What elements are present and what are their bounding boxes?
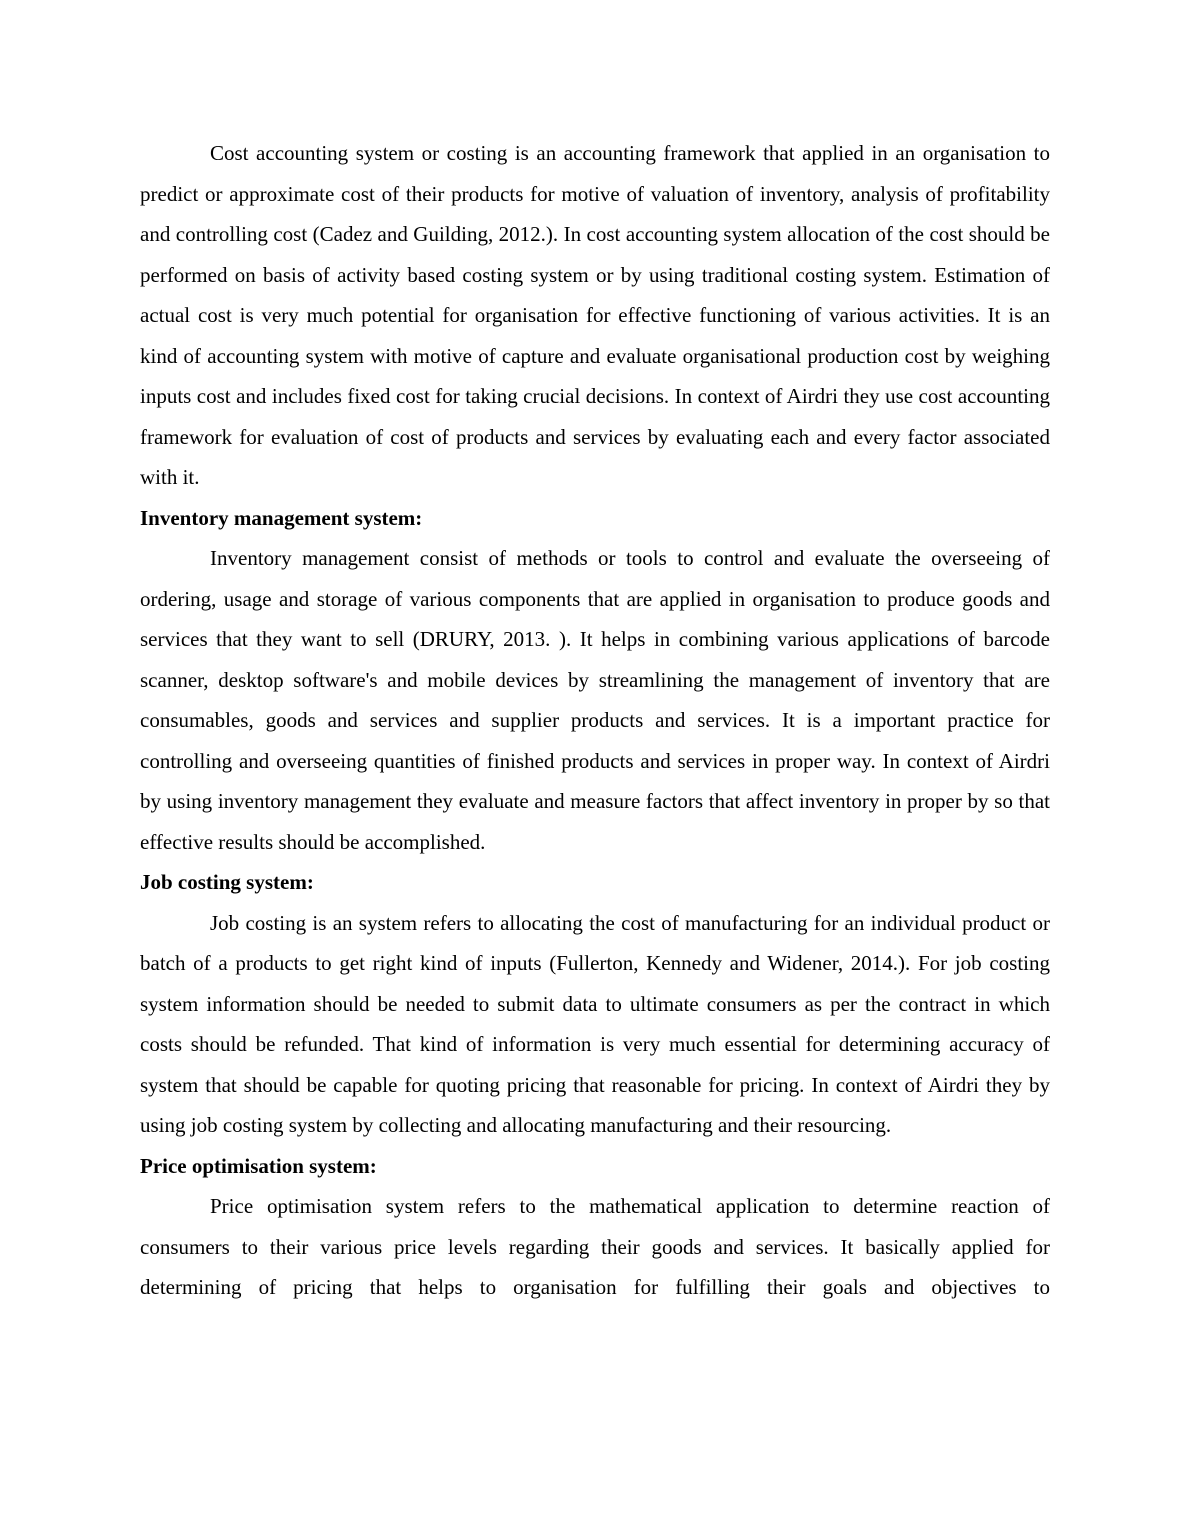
paragraph-job-costing: Job costing is an system refers to allocating the cost of manufacturing for an individual product or batch of a products to get right kind of inputs (Fullerton, Kennedy and Widener, 2014.). For job costing system information should be needed to submit data to ultimate consumers as per the contract in which costs should be refunded. That kind of information is very much essential for determining accuracy of system that should be capable for quoting pricing that reasonable for pricing. In context of Airdri they by using job costing system by collecting and allocating manufacturing and their resourcing. bbox=[140, 910, 1050, 1137]
document-content bbox=[140, 133, 1050, 1308]
heading-job-costing-system: Job costing system: bbox=[140, 870, 314, 894]
heading-price-optimisation-system: Price optimisation system: bbox=[140, 1153, 377, 1178]
paragraph-price-optimisation: Price optimisation system refers to the mathematical application to determine reaction of consumers to their various price levels regarding their goods and services. It basically applied for determining of pricing that helps to organisation for fulfilling their goals and objectives to bbox=[140, 1194, 1050, 1299]
paragraph-cost-accounting-system: Cost accounting system or costing is an accounting framework that applied in an organisation to predict or approximate cost of their products for motive of valuation of inventory, analysis of profitability and controlling cost (Cadez and Guilding, 2012.). In cost accounting system allocation of the cost should be performed on basis of activity based costing system or by using traditional costing system. Estimation of actual cost is very much potential for organisation for effective functioning of various activities. It is an kind of accounting system with motive of capture and evaluate organisational production cost by weighing inputs cost and includes fixed cost for taking crucial decisions. In context of Airdri they use cost accounting framework for evaluation of cost of products and services by evaluating each and every factor associated with it. bbox=[140, 141, 1050, 489]
paragraph-inventory-management: Inventory management consist of methods or tools to control and evaluate the overseeing of ordering, usage and storage of various components that are applied in organisation to produce goods and services that they want to sell (DRURY, 2013. ). It helps in combining various applications of barcode scanner, desktop software's and mobile devices by streamlining the management of inventory that are consumables, goods and services and supplier products and services. It is a important practice for controlling and overseeing quantities of finished products and services in proper way. In context of Airdri by using inventory management they evaluate and measure factors that affect inventory in proper by so that effective results should be accomplished. bbox=[140, 546, 1050, 854]
heading-inventory-management-system: Inventory management system: bbox=[140, 505, 423, 530]
